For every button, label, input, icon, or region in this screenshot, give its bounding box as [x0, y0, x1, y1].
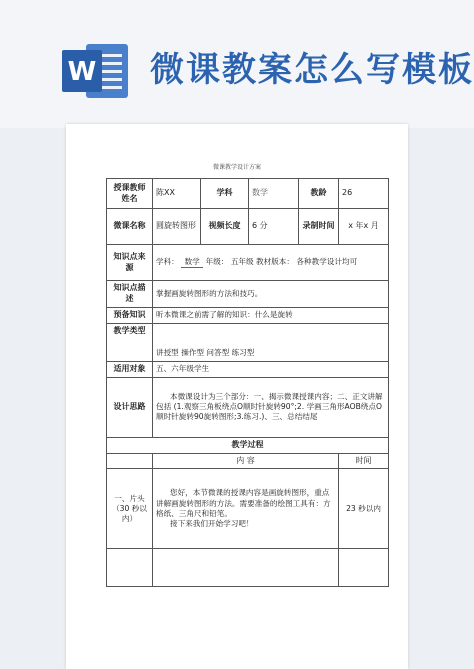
process-header: 教学过程	[107, 437, 389, 453]
document-title: 微课教学设计方案	[212, 164, 261, 171]
table-row	[107, 209, 389, 245]
part1-text-next: 接下来我们开始学习吧！	[170, 519, 254, 529]
part1-time: 23 秒以内	[339, 469, 389, 549]
source-grade-key: 年级：	[205, 256, 229, 266]
table-row	[107, 361, 389, 377]
course-name-label: 微课名称	[107, 209, 153, 245]
audience-label: 适用对象	[107, 361, 153, 377]
teacher-label: 授课教师姓名	[107, 179, 153, 209]
subject-label: 学科	[201, 179, 249, 209]
process-empty-cell	[107, 453, 153, 469]
word-icon	[60, 40, 132, 102]
description-value: 掌握画旋转图形的方法和技巧。	[153, 281, 389, 308]
part1-content	[153, 469, 339, 549]
age-value: 26	[339, 179, 389, 209]
design-idea-value: 本微课设计为三个部分：一、揭示微课授课内容；二、正文讲解包括 (1.观察三角板绕点O顺时针旋转90°;2. 学画三角形AOB绕点O顺时针旋转90旋转图形;3.练习.)、三、总结结尾	[153, 377, 389, 437]
record-time-value: x 年x 月	[339, 209, 389, 245]
source-edition-value: 各种教学设计均可	[296, 256, 358, 266]
table-row	[107, 307, 389, 323]
empty-cell	[107, 549, 153, 587]
teaching-type-value: 讲授型 操作型 问答型 练习型	[153, 323, 389, 361]
table-row	[107, 549, 389, 587]
svg-text:W: W	[67, 57, 97, 87]
source-edition-key: 教材版本：	[256, 256, 294, 266]
table-row	[107, 281, 389, 308]
empty-cell	[153, 549, 339, 587]
empty-cell	[339, 549, 389, 587]
subject-value: 数学	[249, 179, 299, 209]
record-time-label: 录制时间	[299, 209, 339, 245]
source-subject-key: 学科：	[156, 256, 179, 266]
description-label: 知识点描述	[107, 281, 153, 308]
age-label: 教龄	[299, 179, 339, 209]
table-row	[107, 323, 389, 361]
table-row	[107, 453, 389, 469]
course-name-value: 圆旋转图形	[153, 209, 201, 245]
table-row	[107, 437, 389, 453]
banner-title: 微课教案怎么写模板	[150, 50, 474, 90]
table-row	[107, 377, 389, 437]
part1-text: 您好，本节微课的授课内容是画旋转图形，重点讲解画旋转图形的方法。需要准备的绘图工具有：方格纸、三角尺和铅笔。	[156, 488, 331, 518]
banner	[0, 0, 474, 128]
time-header: 时间	[339, 453, 389, 469]
part1-label: 一、片头（30 秒以内）	[107, 469, 153, 549]
document-page	[66, 124, 408, 669]
teaching-type-label: 教学类型	[107, 323, 153, 361]
audience-value: 五、六年级学生	[153, 361, 389, 377]
table-row	[107, 245, 389, 281]
source-subject-value: 数学	[181, 257, 203, 268]
duration-value: 6 分	[249, 209, 299, 245]
source-grade-value: 五年级	[230, 256, 254, 266]
prerequisite-value: 听本微课之前需了解的知识：什么是旋转	[153, 307, 389, 323]
teacher-value: 陈XX	[153, 179, 201, 209]
prerequisite-label: 预备知识	[107, 307, 153, 323]
content-header: 内 容	[153, 453, 339, 469]
lesson-plan-table	[106, 178, 389, 587]
design-idea-label: 设计思路	[107, 377, 153, 437]
table-row	[107, 469, 389, 549]
duration-label: 视频长度	[201, 209, 249, 245]
source-label: 知识点来源	[107, 245, 153, 281]
table-row	[107, 179, 389, 209]
source-value	[153, 245, 389, 281]
